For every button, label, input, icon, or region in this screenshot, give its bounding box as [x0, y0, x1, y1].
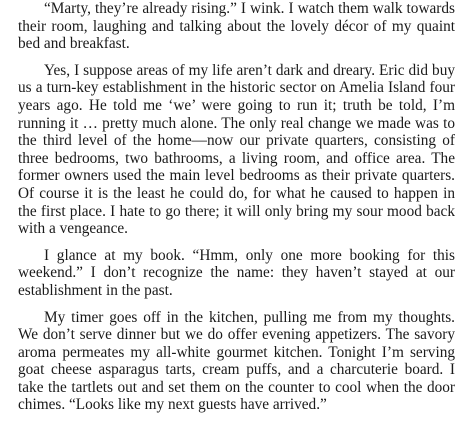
book-page: [18, 0, 455, 423]
paragraph-3: I glance at my book. “Hmm, only one more booking for this weekend.” I don’t recognize the name: they haven’t stayed at our establishment in the past.: [18, 246, 455, 299]
paragraph-2: Yes, I suppose areas of my life aren’t dark and dreary. Eric did buy us a turn-key establishment in the historic sector on Amelia Island four years ago. He told me ‘we’ were going to run it; truth be told, I’m running it … pretty much alone. The only real change we made was to the third level of the home—now our private quarters, consisting of three bedrooms, two bathrooms, a living room, and office area. The former owners used the main level bedrooms as their private quarters. Of course it is the least he could do, for what he caused to happen in the first place. I hate to go there; it will only bring my sour mood back with a vengeance.: [18, 61, 455, 238]
paragraph-4: My timer goes off in the kitchen, pulling me from my thoughts. We don’t serve dinner but we do offer evening appetizers. The savory aroma permeates my all-white gourmet kitchen. Tonight I’m serving goat cheese asparagus tarts, cream puffs, and a charcuterie board. I take the tartlets out and set them on the counter to cool when the door chimes. “Looks like my next guests have arrived.”: [18, 308, 455, 414]
paragraph-1: “Marty, they’re already rising.” I wink. I watch them walk towards their room, laughing and talking about the lovely décor of my quaint bed and breakfast.: [18, 0, 455, 53]
